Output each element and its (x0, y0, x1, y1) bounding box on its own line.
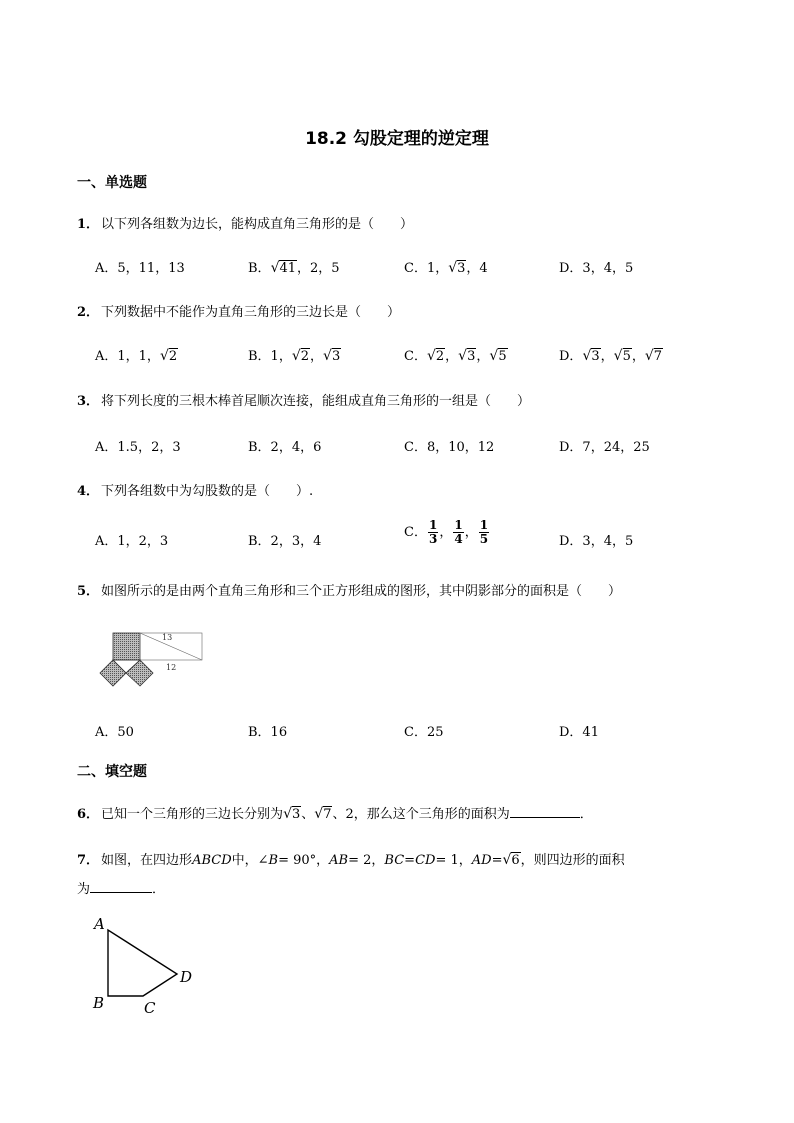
radicand: 7 (653, 349, 663, 364)
radicand: 3 (331, 349, 341, 364)
math-var: BC (384, 853, 405, 868)
separator: ， (445, 349, 459, 364)
question-text: 如图所示的是由两个直角三角形和三个正方形组成的图形，其中阴影部分的面积是（ ） (101, 584, 622, 599)
denominator: 5 (479, 532, 489, 546)
q2-option-c[interactable] (404, 345, 508, 364)
q5-option-b[interactable]: B．16 (248, 725, 288, 740)
page-title: 18.2 勾股定理的逆定理 (305, 129, 489, 149)
sqrt-sign: √ (502, 852, 512, 868)
radicand: 5 (622, 349, 631, 364)
q4-option-c[interactable] (404, 519, 490, 546)
math-var: AB (329, 853, 349, 868)
option-rest: ，2，5 (297, 261, 340, 276)
sqrt-sign: √ (291, 348, 301, 364)
radicand: 3 (457, 261, 466, 276)
question-text: = 90°， (278, 853, 330, 868)
question-text: = 1， (435, 853, 472, 868)
math-var: CD (415, 853, 436, 868)
question-text: 中，∠ (231, 853, 269, 868)
sqrt-sign: √ (159, 348, 169, 364)
punctuation: ． (152, 882, 166, 897)
vertex-a-label: A (94, 915, 105, 933)
sqrt-sign: √ (613, 348, 623, 364)
numerator: 1 (428, 518, 438, 532)
q2-option-a[interactable] (95, 345, 178, 364)
sqrt-sign: √ (489, 348, 499, 364)
q3-option-b[interactable]: B．2，4，6 (248, 440, 322, 455)
q1-option-d[interactable]: D．3，4，5 (559, 261, 634, 276)
question-5 (77, 580, 621, 599)
section-heading-fill-in: 二、填空题 (77, 764, 147, 780)
question-number: 2． (77, 305, 100, 320)
question-number: 5． (77, 584, 100, 599)
sqrt-sign: √ (314, 806, 324, 822)
numerator: 1 (454, 518, 463, 532)
sqrt-sign: √ (448, 260, 458, 276)
question-text: = (491, 853, 503, 868)
separator: ， (600, 349, 614, 364)
sqrt-sign: √ (283, 806, 292, 822)
option-label: A．1，1， (95, 349, 160, 364)
fraction (428, 519, 438, 546)
radicand: 41 (279, 261, 297, 276)
radicand: 3 (591, 349, 600, 364)
separator: ， (476, 349, 490, 364)
vertex-c-label: C (144, 999, 156, 1017)
sqrt-sign: √ (582, 348, 592, 364)
question-7-line-2 (77, 878, 165, 897)
vertex-b-label: B (93, 994, 105, 1012)
section-heading-single-choice: 一、单选题 (77, 175, 147, 191)
question-text: ，则四边形的面积 (520, 853, 625, 868)
q3-option-d[interactable]: D．7，24，25 (559, 440, 650, 455)
question-text: = 2， (348, 853, 385, 868)
sqrt-sign: √ (426, 348, 436, 364)
option-label: B． (248, 261, 271, 276)
q7-figure-quadrilateral (88, 912, 208, 1020)
denominator: 4 (454, 532, 463, 546)
quadrilateral-abcd (108, 930, 177, 996)
question-text: 如图，在四边形 (101, 853, 193, 868)
question-text: = (404, 853, 416, 868)
option-label: C． (404, 525, 427, 540)
question-2 (77, 301, 400, 320)
q2-option-d[interactable] (559, 345, 663, 364)
question-text: 、2，那么这个三角形的面积为 (332, 807, 510, 822)
separator: ， (631, 349, 645, 364)
question-4 (77, 480, 313, 499)
question-text: 已知一个三角形的三边长分别为 (101, 807, 284, 822)
question-3 (77, 390, 530, 409)
q1-option-b[interactable] (248, 257, 340, 276)
shaded-square-right (126, 660, 153, 686)
separator: ， (439, 525, 453, 540)
numerator: 1 (479, 518, 489, 532)
q2-option-b[interactable] (248, 345, 341, 364)
vertex-d-label: D (180, 968, 193, 986)
radicand: 3 (291, 807, 301, 822)
question-number: 3． (77, 394, 100, 409)
sqrt-sign: √ (458, 348, 468, 364)
sqrt-sign: √ (270, 260, 280, 276)
option-rest: ，4 (466, 261, 488, 276)
answer-blank[interactable] (510, 805, 580, 818)
radicand: 5 (498, 349, 507, 364)
punctuation: ． (579, 807, 593, 822)
q1-option-c[interactable] (404, 257, 488, 276)
denominator: 3 (428, 532, 438, 546)
fraction (453, 519, 463, 546)
shaded-square-left (100, 660, 126, 686)
question-text: 为 (77, 882, 91, 897)
separator: 、 (301, 807, 315, 822)
radicand: 7 (323, 807, 332, 822)
radicand: 2 (435, 349, 445, 364)
q4-option-b[interactable]: B．2，3，4 (248, 534, 322, 549)
separator: ， (464, 525, 478, 540)
q5-option-d[interactable]: D．41 (559, 725, 599, 740)
radicand: 2 (300, 349, 310, 364)
shaded-square-top (113, 633, 140, 660)
question-text: 下列各组数中为勾股数的是（ ）. (101, 484, 314, 499)
radicand: 2 (168, 349, 178, 364)
question-1 (77, 213, 413, 232)
option-label: C．1， (404, 261, 449, 276)
sqrt-sign: √ (644, 348, 654, 364)
answer-blank[interactable] (90, 880, 152, 893)
q3-option-a[interactable]: A．1.5，2，3 (95, 440, 181, 455)
question-text: 将下列长度的三根木棒首尾顺次连接，能组成直角三角形的一组是（ ） (101, 394, 531, 409)
math-var: ABCD (192, 853, 232, 868)
q5-figure-squares-triangles (92, 625, 212, 693)
radicand: 3 (467, 349, 476, 364)
question-number: 1． (77, 217, 100, 232)
q1-option-a[interactable]: A．5，11，13 (95, 261, 185, 276)
q4-option-a[interactable]: A．1，2，3 (95, 534, 169, 549)
question-6 (77, 803, 593, 822)
question-7 (77, 849, 625, 868)
label-13: 13 (162, 633, 173, 642)
question-text: 以下列各组数为边长，能构成直角三角形的是（ ） (101, 217, 414, 232)
separator: ， (310, 349, 324, 364)
q5-option-c[interactable]: C．25 (404, 725, 444, 740)
question-text: 下列数据中不能作为直角三角形的三边长是（ ） (101, 305, 401, 320)
q4-option-d[interactable]: D．3，4，5 (559, 534, 634, 549)
question-number: 7． (77, 853, 100, 868)
option-label: B．1， (248, 349, 292, 364)
question-number: 4． (77, 484, 100, 499)
q3-option-c[interactable]: C．8，10，12 (404, 440, 495, 455)
label-12: 12 (166, 663, 177, 672)
math-var: AD (471, 853, 492, 868)
fraction (479, 519, 489, 546)
option-label: C． (404, 349, 427, 364)
sqrt-sign: √ (323, 348, 332, 364)
question-number: 6． (77, 807, 100, 822)
radicand: 6 (511, 853, 520, 868)
option-label: D． (559, 349, 583, 364)
math-var: B (268, 853, 279, 868)
q5-option-a[interactable]: A．50 (95, 725, 134, 740)
